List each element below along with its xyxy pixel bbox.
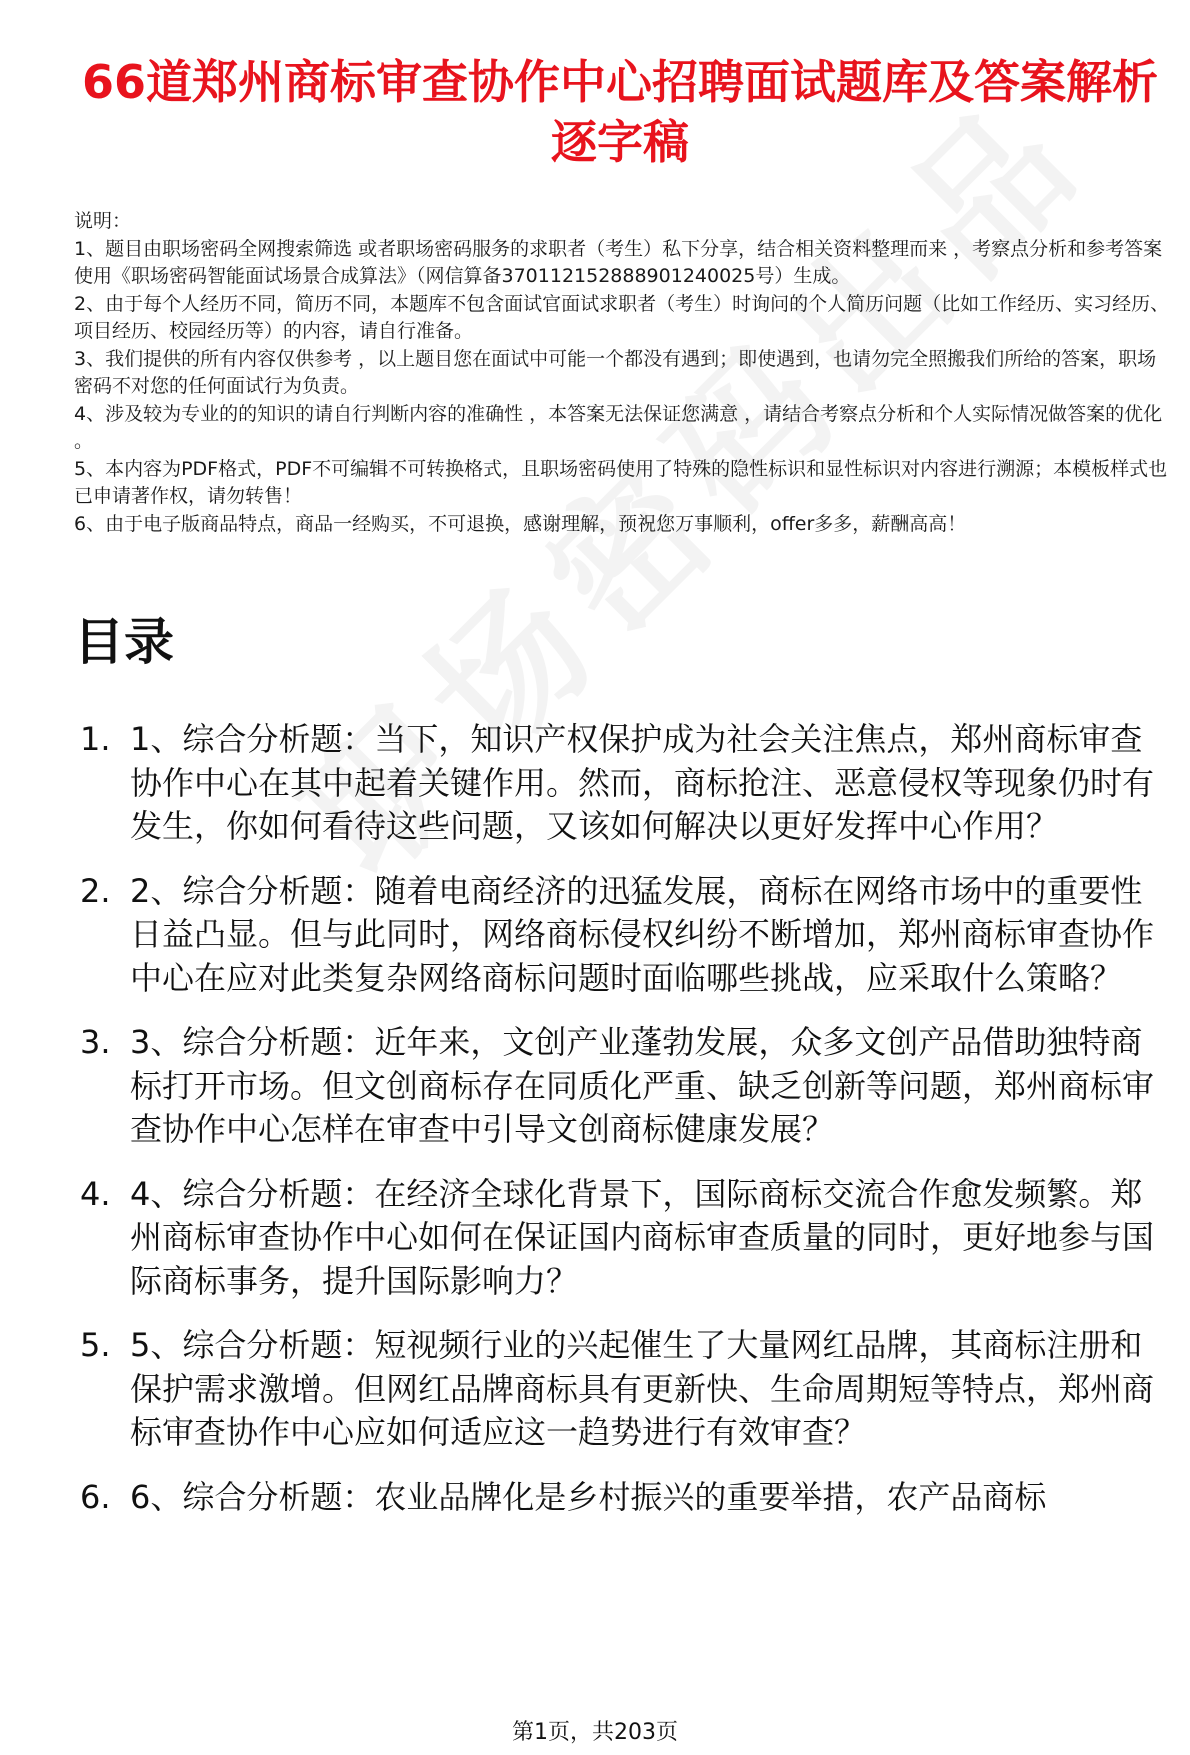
notice-item-6: 6、由于电子版商品特点，商品一经购买，不可退换，感谢理解，预祝您万事顺利，offer多多，薪酬高高！ (74, 512, 967, 535)
notice-item-5: 5、本内容为PDF格式，PDF不可编辑不可转换格式，且职场密码使用了特殊的隐性标识和显性标识对内容进行溯源；本模板样式也已申请著作权，请勿转售！ (74, 457, 1168, 507)
toc-item-text: 2、综合分析题：随着电商经济的迅猛发展，商标在网络市场中的重要性日益凸显。但与此同时，网络商标侵权纠纷不断增加，郑州商标审查协作中心在应对此类复杂网络商标问题时面临哪些挑战，应采取什么策略？ (130, 871, 1155, 997)
notice-item-2: 2、由于每个人经历不同，简历不同，本题库不包含面试官面试求职者（考生）时询问的个人简历问题（比如工作经历、实习经历、项目经历、校园经历等）的内容，请自行准备。 (74, 292, 1170, 342)
notice-item-3: 3、我们提供的所有内容仅供参考 ，以上题目您在面试中可能一个都没有遇到；即使遇到，也请勿完全照搬我们所给的答案，职场密码不对您的任何面试行为负责。 (74, 347, 1157, 397)
toc-item-2[interactable] (74, 870, 1174, 1001)
toc-item-5[interactable] (74, 1324, 1174, 1455)
toc-item-text: 1、综合分析题：当下，知识产权保护成为社会关注焦点，郑州商标审查协作中心在其中起着关键作用。然而，商标抢注、恶意侵权等现象仍时有发生，你如何看待这些问题，又该如何解决以更好发挥中心作用？ (130, 720, 1155, 845)
toc-item-text: 4、综合分析题：在经济全球化背景下，国际商标交流合作愈发频繁。郑州商标审查协作中心如何在保证国内商标审查质量的同时，更好地参与国际商标事务，提升国际影响力？ (130, 1174, 1155, 1300)
page-number: 第1页，共203页 (512, 1720, 678, 1745)
toc-item-text: 6、综合分析题：农业品牌化是乡村振兴的重要举措，农产品商标 (130, 1477, 1047, 1516)
toc-item-number: 5. (80, 1326, 111, 1364)
notice-item-1: 1、题目由职场密码全网搜索筛选 或者职场密码服务的求职者（考生）私下分享，结合相关资料整理而来 ，考察点分析和参考答案使用《职场密码智能面试场景合成算法》（网信算备370112152888901240025号）生成。 (74, 237, 1163, 287)
toc-item-6[interactable] (74, 1476, 1174, 1520)
toc-heading: 目录 (74, 613, 174, 671)
toc-item-3[interactable] (74, 1021, 1174, 1152)
toc-item-number: 2. (80, 871, 111, 910)
notice-section (74, 208, 1174, 538)
toc-item-number: 1. (80, 720, 111, 758)
toc-item-text: 3、综合分析题：近年来，文创产业蓬勃发展，众多文创产品借助独特商标打开市场。但文创商标存在同质化严重、缺乏创新等问题，郑州商标审查协作中心怎样在审查中引导文创商标健康发展？ (130, 1023, 1155, 1148)
page-title: 66道郑州商标审查协作中心招聘面试题库及答案解析逐字稿 (81, 55, 1158, 169)
toc-item-1[interactable] (74, 718, 1174, 849)
notice-item-4: 4、涉及较为专业的的知识的请自行判断内容的准确性 ，本答案无法保证您满意 ，请结合考察点分析和个人实际情况做答案的优化 。 (74, 402, 1163, 452)
toc-item-4[interactable] (74, 1173, 1174, 1304)
toc-item-text: 5、综合分析题：短视频行业的兴起催生了大量网红品牌，其商标注册和保护需求激增。但网红品牌商标具有更新快、生命周期短等特点，郑州商标审查协作中心应如何适应这一趋势进行有效审查？ (130, 1326, 1155, 1451)
toc-item-number: 3. (80, 1023, 111, 1061)
notice-heading: 说明： (74, 210, 132, 232)
toc-item-number: 6. (80, 1477, 111, 1516)
toc-list (74, 718, 1174, 1540)
toc-item-number: 4. (80, 1174, 111, 1213)
